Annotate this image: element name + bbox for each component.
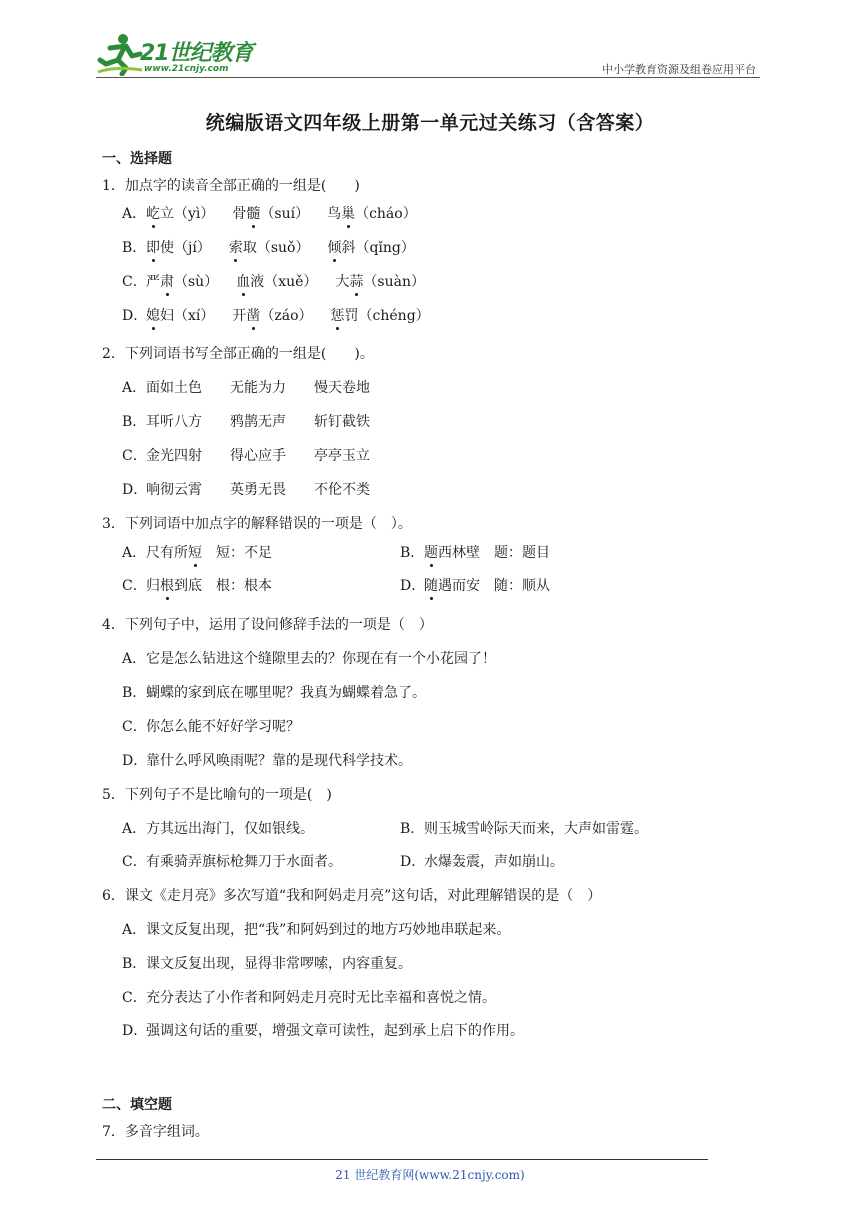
question-3-stem: 3．下列词语中加点字的解释错误的一项是（ ）。 bbox=[102, 516, 412, 532]
section-title-choice: 一、选择题 bbox=[102, 151, 172, 167]
question-4-option-a[interactable]: A．它是怎么钻进这个缝隙里去的？你现在有一个小花园了！ bbox=[122, 651, 496, 667]
question-2-option-d[interactable]: D．响彻云霄 英勇无畏 不伦不类 bbox=[122, 482, 370, 498]
question-3-option-b[interactable]: B．题西林壁 题：题目 bbox=[400, 542, 550, 562]
question-5-option-a[interactable]: A．方其远出海门，仅如银线。 bbox=[122, 821, 314, 837]
question-2-stem: 2．下列词语书写全部正确的一组是( )。 bbox=[102, 346, 374, 362]
logo-url: www.21cnjy.com bbox=[144, 64, 229, 74]
question-5-option-d[interactable]: D．水爆轰震，声如崩山。 bbox=[400, 854, 564, 870]
question-1-option-c[interactable]: C．严肃（sù） 血液（xuě） 大蒜（suàn） bbox=[122, 271, 425, 291]
question-7-stem: 7．多音字组词。 bbox=[102, 1124, 209, 1140]
question-2-option-a[interactable]: A．面如土色 无能为力 慢天卷地 bbox=[122, 380, 370, 396]
section-title-fill: 二、填空题 bbox=[102, 1097, 172, 1113]
runner-logo-icon bbox=[96, 32, 146, 76]
question-3-option-a[interactable]: A．尺有所短 短：不足 bbox=[122, 542, 272, 562]
question-3-option-c[interactable]: C．归根到底 根：根本 bbox=[122, 575, 272, 595]
logo-text: 21世纪教育 bbox=[140, 41, 253, 66]
question-5-option-c[interactable]: C．有乘骑弄旗标枪舞刀于水面者。 bbox=[122, 854, 342, 870]
question-1-option-d[interactable]: D．媳妇（xí） 开凿（záo） 惩罚（chéng） bbox=[122, 305, 430, 325]
footer-link[interactable]: 21 世纪教育网(www.21cnjy.com) bbox=[335, 1168, 525, 1182]
question-6-option-a[interactable]: A．课文反复出现，把“我”和阿妈到过的地方巧妙地串联起来。 bbox=[122, 922, 511, 938]
question-4-stem: 4．下列句子中，运用了设问修辞手法的一项是（ ） bbox=[102, 617, 433, 633]
header-divider bbox=[96, 77, 760, 78]
question-6-option-b[interactable]: B．课文反复出现，显得非常啰嗦，内容重复。 bbox=[122, 956, 412, 972]
question-5-option-b[interactable]: B．则玉城雪岭际天而来，大声如雷霆。 bbox=[400, 821, 648, 837]
question-1-option-a[interactable]: A．屹立（yì） 骨髓（suí） 鸟巢（cháo） bbox=[122, 203, 417, 223]
question-1-option-b[interactable]: B．即使（jí） 索取（suǒ） 倾斜（qǐng） bbox=[122, 237, 415, 257]
question-4-option-c[interactable]: C．你怎么能不好好学习呢？ bbox=[122, 719, 300, 735]
document-title: 统编版语文四年级上册第一单元过关练习（含答案） bbox=[205, 112, 655, 134]
footer-divider bbox=[96, 1159, 708, 1160]
question-4-option-d[interactable]: D．靠什么呼风唤雨呢？靠的是现代科学技术。 bbox=[122, 753, 412, 769]
question-6-option-c[interactable]: C．充分表达了小作者和阿妈走月亮时无比幸福和喜悦之情。 bbox=[122, 990, 496, 1006]
question-4-option-b[interactable]: B．蝴蝶的家到底在哪里呢？我真为蝴蝶着急了。 bbox=[122, 685, 426, 701]
question-3-option-d[interactable]: D．随遇而安 随：顺从 bbox=[400, 575, 550, 595]
question-1-stem: 1．加点字的读音全部正确的一组是( ) bbox=[102, 178, 360, 194]
question-6-stem: 6．课文《走月亮》多次写道“我和阿妈走月亮”这句话，对此理解错误的是（ ） bbox=[102, 888, 602, 904]
question-2-option-c[interactable]: C．金光四射 得心应手 亭亭玉立 bbox=[122, 448, 370, 464]
question-5-stem: 5．下列句子不是比喻句的一项是( ) bbox=[102, 787, 332, 803]
header-slogan: 中小学教育资源及组卷应用平台 bbox=[602, 63, 756, 76]
question-6-option-d[interactable]: D．强调这句话的重要，增强文章可读性，起到承上启下的作用。 bbox=[122, 1023, 524, 1039]
question-2-option-b[interactable]: B．耳听八方 鸦鹊无声 斩钉截铁 bbox=[122, 414, 370, 430]
site-logo[interactable] bbox=[96, 30, 266, 80]
